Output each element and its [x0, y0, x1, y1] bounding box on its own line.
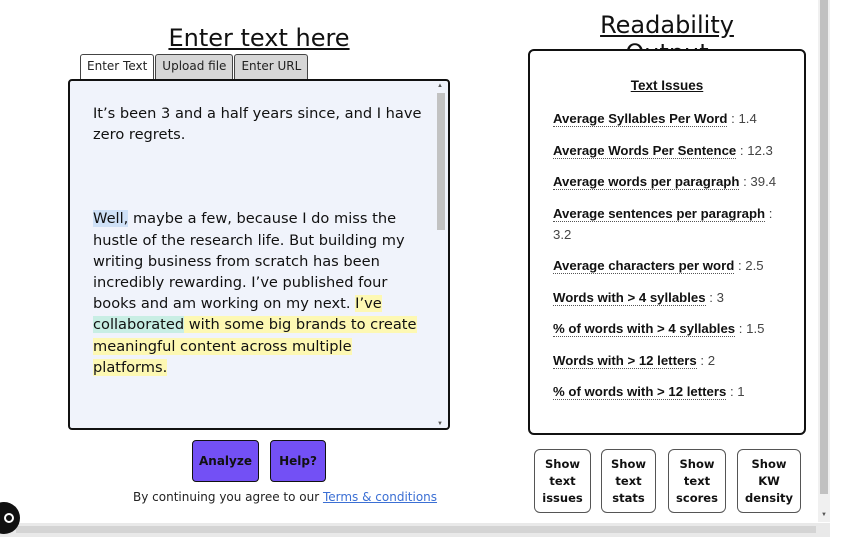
- metric-pct-words-over-4-syllables: [553, 318, 781, 339]
- metric-label[interactable]: Words with > 12 letters: [553, 352, 697, 368]
- page-scroll-thumb[interactable]: [820, 0, 828, 494]
- help-button[interactable]: Help?: [270, 440, 326, 482]
- metric-avg-sentences-per-paragraph: [553, 203, 781, 245]
- metric-value: : 39.4: [739, 174, 777, 189]
- readability-output-panel: [528, 49, 806, 435]
- analyze-button[interactable]: Analyze: [192, 440, 259, 482]
- page-vertical-scrollbar[interactable]: [818, 0, 830, 522]
- metric-value: : 2: [696, 352, 716, 368]
- metric-value: : 1: [726, 384, 745, 399]
- highlight-word[interactable]: Well,: [93, 210, 129, 228]
- highlight-sentence[interactable]: with some big brands to create meaningful content across multiple platforms.: [93, 316, 417, 376]
- scroll-up-arrow-icon[interactable]: ▲: [437, 83, 443, 89]
- editor-scroll-thumb[interactable]: [437, 93, 445, 230]
- metric-avg-words-per-sentence: [553, 140, 781, 161]
- metric-avg-characters-per-word: [553, 255, 781, 276]
- show-kw-density-button[interactable]: Show KW density: [737, 449, 801, 513]
- metric-value: : 3: [705, 289, 724, 305]
- highlight-complex-word[interactable]: collaborated: [93, 316, 185, 334]
- tab-enter-url[interactable]: Enter URL: [234, 54, 308, 79]
- show-text-issues-button[interactable]: Show text issues: [534, 449, 591, 513]
- metric-label[interactable]: % of words with > 12 letters: [553, 384, 727, 399]
- terms-consent: [133, 490, 437, 504]
- metric-value: : 1.4: [727, 111, 757, 126]
- horizontal-scroll-thumb[interactable]: [16, 526, 816, 533]
- editor-text-run: maybe a few, because I do miss the hustle of the research life. But building my writing business from scratch has been incredibly rewarding. I’ve published four books and am working on my next.: [93, 210, 405, 313]
- metric-words-over-4-syllables: [553, 287, 781, 308]
- metric-label[interactable]: Average words per paragraph: [553, 174, 740, 189]
- metric-avg-words-per-paragraph: [553, 171, 781, 192]
- metric-value: : 2.5: [734, 258, 764, 273]
- terms-link[interactable]: Terms & conditions: [322, 490, 438, 504]
- scroll-down-arrow-icon[interactable]: ▼: [437, 421, 443, 427]
- metric-label[interactable]: Words with > 4 syllables: [553, 289, 706, 305]
- metric-label[interactable]: Average Syllables Per Word: [553, 111, 728, 126]
- metric-label[interactable]: % of words with > 4 syllables: [553, 321, 736, 336]
- tab-upload-file[interactable]: Upload file: [155, 54, 233, 79]
- highlight-sentence[interactable]: I’ve: [355, 295, 382, 313]
- metric-label[interactable]: Average Words Per Sentence: [553, 142, 737, 158]
- input-tabs: [80, 54, 308, 80]
- input-title: Enter text here: [168, 24, 350, 52]
- metric-pct-words-over-12-letters: [553, 381, 781, 402]
- output-title: Readability: [600, 11, 734, 39]
- show-text-stats-button[interactable]: Show text stats: [601, 449, 656, 513]
- editor-scrollbar[interactable]: [436, 83, 446, 427]
- scroll-down-arrow-icon[interactable]: ▼: [821, 512, 827, 518]
- metric-value: : 3.2: [553, 205, 773, 242]
- tab-enter-text[interactable]: Enter Text: [80, 54, 154, 80]
- consent-text: By continuing you agree to our: [133, 490, 323, 504]
- metric-value: : 12.3: [736, 142, 773, 158]
- text-issues-heading: Text Issues: [630, 78, 704, 93]
- metric-label[interactable]: Average sentences per paragraph: [553, 205, 766, 221]
- metric-value: : 1.5: [735, 321, 765, 336]
- editor-paragraph: [93, 208, 423, 378]
- text-editor[interactable]: [68, 79, 450, 430]
- metric-words-over-12-letters: [553, 350, 781, 371]
- metric-label[interactable]: Average characters per word: [553, 258, 735, 273]
- metrics-list: [553, 108, 781, 413]
- show-text-scores-button[interactable]: Show text scores: [668, 449, 726, 513]
- editor-paragraph: It’s been 3 and a half years since, and I have zero regrets.: [93, 105, 422, 144]
- page-horizontal-scrollbar[interactable]: [0, 523, 830, 537]
- metric-avg-syllables-per-word: [553, 108, 781, 129]
- editor-content[interactable]: [93, 103, 423, 430]
